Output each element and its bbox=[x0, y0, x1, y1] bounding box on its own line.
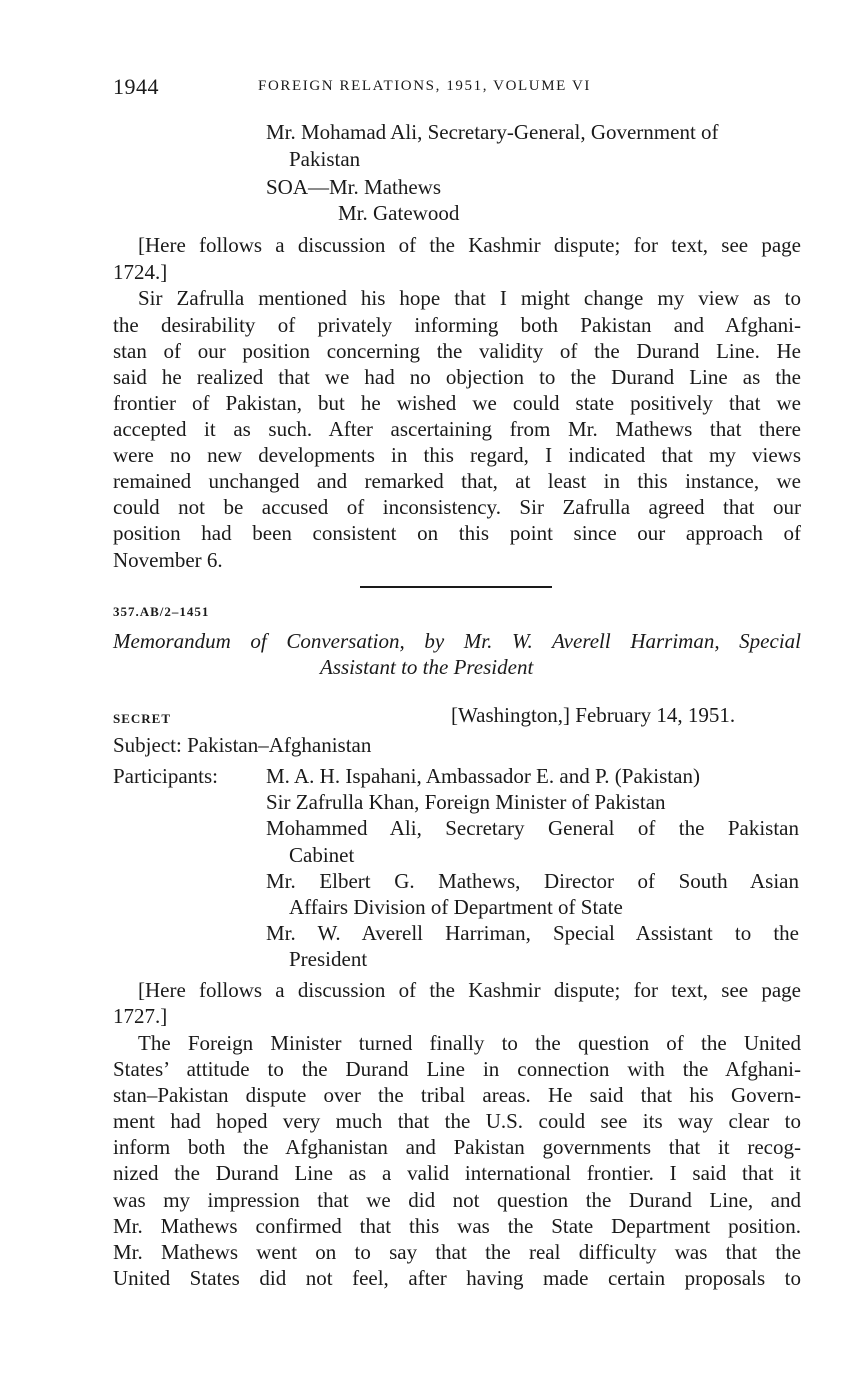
paragraph-line: accepted it as such. After ascertaining from Mr. Mathews that there bbox=[113, 417, 801, 441]
paragraph-line: frontier of Pakistan, but he wished we could state positively that we bbox=[113, 391, 801, 415]
participant-line: Mr. Elbert G. Mathews, Director of South Asian bbox=[266, 869, 799, 893]
section-divider bbox=[360, 586, 552, 588]
file-number: 357.AB/2–1451 bbox=[113, 604, 210, 619]
paragraph-line: were no new developments in this regard, I indicated that my views bbox=[113, 443, 801, 467]
page-number: 1944 bbox=[113, 74, 159, 99]
paragraph-line: nized the Durand Line as a valid international frontier. I said that it bbox=[113, 1161, 801, 1185]
paragraph-line: States’ attitude to the Durand Line in connection with the Afghani- bbox=[113, 1057, 801, 1081]
participant-line: Cabinet bbox=[289, 843, 355, 867]
paragraph-line: stan of our position concerning the validity of the Durand Line. He bbox=[113, 339, 801, 363]
participants-label: Participants: bbox=[113, 764, 218, 788]
editorial-note-line: 1727.] bbox=[113, 1004, 168, 1028]
participant-line: Mr. Mohamad Ali, Secretary-General, Government of bbox=[266, 120, 719, 144]
participant-line: M. A. H. Ispahani, Ambassador E. and P. (Pakistan) bbox=[266, 764, 700, 788]
running-title: FOREIGN RELATIONS, 1951, VOLUME VI bbox=[258, 78, 592, 94]
participant-line: Mr. Gatewood bbox=[338, 201, 460, 225]
participant-line: Mr. W. Averell Harriman, Special Assistant to the bbox=[266, 921, 799, 945]
participant-line: Pakistan bbox=[289, 147, 361, 171]
paragraph-line: the desirability of privately informing both Pakistan and Afghani- bbox=[113, 313, 801, 337]
paragraph-line: stan–Pakistan dispute over the tribal areas. He said that his Govern- bbox=[113, 1083, 801, 1107]
paragraph-line: could not be accused of inconsistency. Sir Zafrulla agreed that our bbox=[113, 495, 801, 519]
paragraph-line: inform both the Afghanistan and Pakistan governments that it recog- bbox=[113, 1135, 801, 1159]
document-title: Assistant to the President bbox=[320, 655, 534, 679]
participant-line: Mohammed Ali, Secretary General of the Pakistan bbox=[266, 816, 799, 840]
paragraph-line: remained unchanged and remarked that, at least in this instance, we bbox=[113, 469, 801, 493]
paragraph-line: The Foreign Minister turned finally to the question of the United bbox=[138, 1031, 801, 1055]
paragraph-line: Sir Zafrulla mentioned his hope that I might change my view as to bbox=[138, 286, 801, 310]
paragraph-line: position had been consistent on this point since our approach of bbox=[113, 521, 801, 545]
subject-line: Subject: Pakistan–Afghanistan bbox=[113, 733, 372, 757]
paragraph-line: Mr. Mathews went on to say that the real difficulty was that the bbox=[113, 1240, 801, 1264]
paragraph-line: ment had hoped very much that the U.S. could see its way clear to bbox=[113, 1109, 801, 1133]
paragraph-line: said he realized that we had no objection to the Durand Line as the bbox=[113, 365, 801, 389]
paragraph-line: was my impression that we did not question the Durand Line, and bbox=[113, 1188, 801, 1212]
classification: SECRET bbox=[113, 711, 172, 726]
editorial-note-line: 1724.] bbox=[113, 260, 168, 284]
document-date: [Washington,] February 14, 1951. bbox=[451, 703, 736, 727]
participant-line: Affairs Division of Department of State bbox=[289, 895, 623, 919]
paragraph-line: Mr. Mathews confirmed that this was the State Department position. bbox=[113, 1214, 801, 1238]
paragraph-line: United States did not feel, after having made certain proposals to bbox=[113, 1266, 801, 1290]
editorial-note-line: [Here follows a discussion of the Kashmir dispute; for text, see page bbox=[138, 978, 801, 1002]
page-header bbox=[113, 74, 813, 104]
participant-line: SOA—Mr. Mathews bbox=[266, 175, 442, 199]
document-title: Memorandum of Conversation, by Mr. W. Averell Harriman, Special bbox=[113, 629, 801, 653]
editorial-note-line: [Here follows a discussion of the Kashmir dispute; for text, see page bbox=[138, 233, 801, 257]
participant-line: President bbox=[289, 947, 368, 971]
paragraph-line: November 6. bbox=[113, 548, 223, 572]
participant-line: Sir Zafrulla Khan, Foreign Minister of Pakistan bbox=[266, 790, 666, 814]
